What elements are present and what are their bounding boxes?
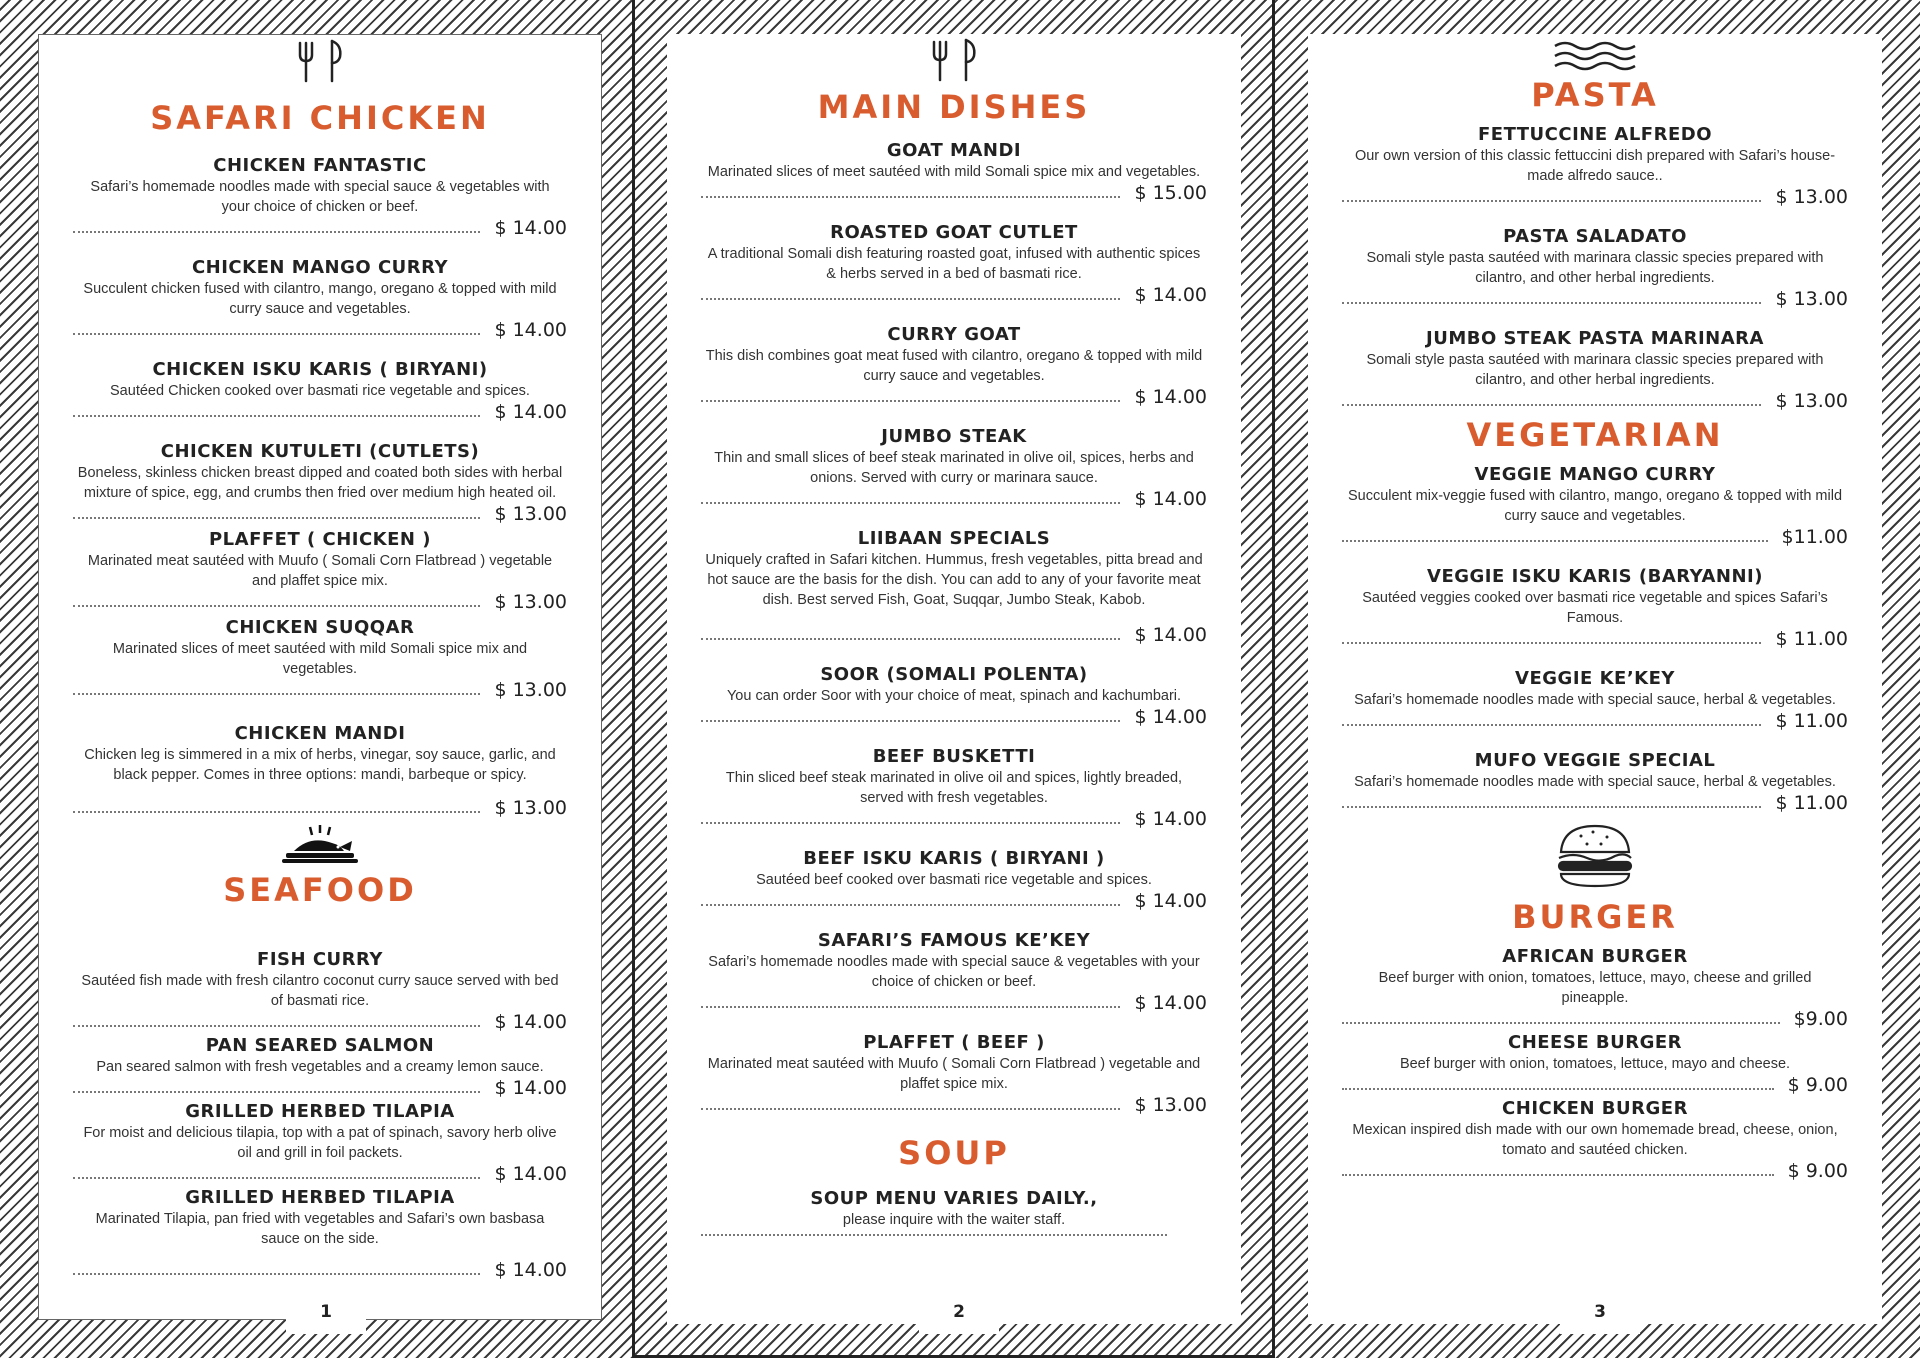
- item-price: $ 14.00: [494, 319, 567, 341]
- item-name: JUMBO STEAK: [881, 426, 1027, 447]
- panel-divider-left: [632, 0, 635, 1358]
- menu-item: [73, 949, 567, 1033]
- page-number-1: 1: [286, 1294, 366, 1334]
- item-price: $ 14.00: [494, 217, 567, 239]
- dot-leader: [73, 517, 480, 519]
- item-name: GRILLED HERBED TILAPIA: [185, 1101, 455, 1122]
- item-name: CHICKEN MANGO CURRY: [191, 257, 449, 278]
- item-price: $ 15.00: [1134, 182, 1207, 204]
- item-price: $11.00: [1781, 526, 1848, 548]
- fork-knife-icon: [701, 38, 1207, 84]
- dot-leader: [701, 298, 1120, 300]
- dot-leader: [1342, 806, 1761, 808]
- item-name: CHICKEN MANDI: [234, 723, 406, 744]
- dot-leader: [73, 1091, 480, 1093]
- menu-item: [701, 222, 1207, 306]
- item-description: Uniquely crafted in Safari kitchen. Hummus, fresh vegetables, pitta bread and hot sauce are the basis for the dish. You can add to any of your favorite meat dish. Best served Fish, Goat, Suqqar, Jumbo Steak, Kabob.: [705, 552, 1203, 608]
- dot-leader: [701, 638, 1120, 640]
- item-price: $ 14.00: [1134, 890, 1207, 912]
- item-price: $ 13.00: [1134, 1094, 1207, 1116]
- item-description: Boneless, skinless chicken breast dipped and coated both sides with herbal mixture of spice, egg, and crumbs then fried over medium high heated oil.: [77, 465, 563, 501]
- item-description: Succulent mix-veggie fused with cilantro, mango, oregano & topped with mild curry sauce and vegetables.: [1347, 488, 1843, 524]
- item-price: $ 14.00: [1134, 284, 1207, 306]
- item-price: $ 11.00: [1775, 710, 1848, 732]
- item-name: GOAT MANDI: [886, 140, 1022, 161]
- item-description: Marinated meat sautéed with Muufo ( Somali Corn Flatbread ) vegetable and plaffet spice mix.: [87, 553, 553, 589]
- item-description: Safari’s homemade noodles made with special sauce, herbal & vegetables.: [1354, 692, 1836, 708]
- item-name: PLAFFET ( CHICKEN ): [208, 529, 431, 550]
- item-price: $ 9.00: [1787, 1074, 1848, 1096]
- item-name: CHICKEN FANTASTIC: [213, 155, 427, 176]
- dot-leader: [1342, 642, 1761, 644]
- item-price: $ 14.00: [1134, 488, 1207, 510]
- item-price: $ 13.00: [494, 797, 567, 819]
- item-description: Sautéed fish made with fresh cilantro coconut curry sauce served with bed of basmati rice.: [81, 973, 559, 1009]
- item-description: Safari’s homemade noodles made with special sauce, herbal & vegetables.: [1354, 774, 1836, 790]
- menu-item: [701, 930, 1207, 1014]
- dot-leader: [701, 822, 1120, 824]
- page-number-3: 3: [1560, 1294, 1640, 1334]
- menu-item: [73, 257, 567, 341]
- dot-leader: [1342, 1088, 1774, 1090]
- item-price: $ 14.00: [1134, 624, 1207, 646]
- fork-knife-icon: [73, 39, 567, 85]
- item-description: Safari’s homemade noodles made with special sauce & vegetables with your choice of chicken or beef.: [708, 954, 1200, 990]
- item-description: Sautéed Chicken cooked over basmati rice vegetable and spices.: [110, 383, 530, 399]
- item-price: $ 14.00: [1134, 386, 1207, 408]
- menu-item: [701, 140, 1207, 204]
- dot-leader: [73, 811, 480, 813]
- dot-leader: [701, 904, 1120, 906]
- item-description: Somali style pasta sautéed with marinara classic species prepared with cilantro, and other herbal ingredients.: [1366, 352, 1824, 388]
- menu-item: [1342, 1032, 1848, 1096]
- item-price: $ 14.00: [494, 401, 567, 423]
- item-name: LIIBAAN SPECIALS: [857, 528, 1051, 549]
- item-name: CHEESE BURGER: [1507, 1032, 1683, 1053]
- menu-item: [1342, 750, 1848, 814]
- menu-item: [73, 723, 567, 819]
- item-name: ROASTED GOAT CUTLET: [830, 222, 1078, 243]
- menu-item: [73, 359, 567, 423]
- dot-leader: [73, 333, 480, 335]
- dot-leader: [1342, 1022, 1780, 1024]
- menu-item: [701, 1188, 1207, 1242]
- item-name: GRILLED HERBED TILAPIA: [185, 1187, 455, 1208]
- item-description: Marinated Tilapia, pan fried with vegetables and Safari’s own basbasa sauce on the side.: [95, 1211, 545, 1247]
- item-name: CHICKEN ISKU KARIS ( BIRYANI): [152, 359, 488, 380]
- item-description: Sautéed veggies cooked over basmati rice vegetable and spices Safari’s Famous.: [1362, 590, 1828, 626]
- menu-page-3: [1308, 34, 1882, 1324]
- panel-divider-right: [1272, 0, 1275, 1358]
- menu-page-2: [667, 34, 1241, 1324]
- menu-item: [1342, 226, 1848, 310]
- item-price: $9.00: [1793, 1008, 1848, 1030]
- item-description: Chicken leg is simmered in a mix of herbs, vinegar, soy sauce, garlic, and black pepper. Comes in three options: mandi, barbeque or spicy.: [84, 747, 556, 783]
- item-description: please inquire with the waiter staff.: [842, 1212, 1066, 1228]
- dot-leader: [1342, 200, 1761, 202]
- menu-item: [701, 664, 1207, 728]
- item-description: You can order Soor with your choice of meat, spinach and kachumbari.: [726, 688, 1182, 704]
- item-price: $ 14.00: [1134, 808, 1207, 830]
- dot-leader: [73, 693, 480, 695]
- section-title-soup: SOUP: [898, 1134, 1010, 1172]
- item-name: CHICKEN SUQQAR: [225, 617, 415, 638]
- menu-item: [73, 617, 567, 701]
- dot-leader: [73, 1273, 480, 1275]
- item-name: FISH CURRY: [257, 949, 383, 970]
- dot-leader: [701, 400, 1120, 402]
- item-description: Safari’s homemade noodles made with special sauce & vegetables with your choice of chicken or beef.: [90, 179, 550, 215]
- menu-item: [73, 1101, 567, 1185]
- item-name: VEGGIE MANGO CURRY: [1474, 464, 1716, 485]
- section-title-main-dishes: MAIN DISHES: [817, 88, 1091, 126]
- item-name: SOOR (SOMALI POLENTA): [820, 664, 1088, 685]
- item-name: BEEF BUSKETTI: [872, 746, 1036, 767]
- menu-item: [73, 155, 567, 239]
- menu-item: [1342, 464, 1848, 548]
- item-description: Thin and small slices of beef steak marinated in olive oil, spices, herbs and onions. Served with curry or marinara sauce.: [714, 450, 1194, 486]
- item-price: $ 11.00: [1775, 628, 1848, 650]
- item-name: PLAFFET ( BEEF ): [863, 1032, 1045, 1053]
- item-name: SAFARI’S FAMOUS KE’KEY: [817, 930, 1091, 951]
- dot-leader: [701, 196, 1120, 198]
- item-name: FETTUCCINE ALFREDO: [1477, 124, 1713, 145]
- item-price: $ 13.00: [494, 503, 567, 525]
- item-description: Somali style pasta sautéed with marinara classic species prepared with cilantro, and other herbal ingredients.: [1366, 250, 1824, 286]
- item-name: VEGGIE ISKU KARIS (BARYANNI): [1427, 566, 1763, 587]
- section-title-vegetarian: VEGETARIAN: [1466, 416, 1724, 454]
- item-price: $ 14.00: [1134, 992, 1207, 1014]
- item-name: BEEF ISKU KARIS ( BIRYANI ): [803, 848, 1105, 869]
- menu-item: [701, 848, 1207, 912]
- item-name: CURRY GOAT: [887, 324, 1021, 345]
- menu-item: [701, 528, 1207, 646]
- menu-item: [1342, 946, 1848, 1030]
- item-price: $ 9.00: [1787, 1160, 1848, 1182]
- item-description: Our own version of this classic fettuccini dish prepared with Safari’s house- made alfredo sauce..: [1354, 148, 1836, 184]
- section-title-safari-chicken: SAFARI CHICKEN: [150, 99, 490, 137]
- item-price: $ 14.00: [494, 1011, 567, 1033]
- item-name: AFRICAN BURGER: [1502, 946, 1688, 967]
- menu-item: [1342, 1098, 1848, 1182]
- menu-item: [701, 324, 1207, 408]
- item-price: $ 11.00: [1775, 792, 1848, 814]
- menu-item: [1342, 566, 1848, 650]
- fish-dish-icon: [73, 823, 567, 869]
- section-title-pasta: PASTA: [1531, 76, 1659, 114]
- menu-item: [1342, 328, 1848, 412]
- item-price: $ 13.00: [1775, 390, 1848, 412]
- dot-leader: [73, 231, 480, 233]
- menu-item: [701, 746, 1207, 830]
- menu-item: [73, 1035, 567, 1099]
- item-description: Sautéed beef cooked over basmati rice vegetable and spices.: [756, 872, 1152, 888]
- item-price: $ 14.00: [494, 1077, 567, 1099]
- dot-leader: [73, 1177, 480, 1179]
- item-description: Thin sliced beef steak marinated in olive oil and spices, lightly breaded, served with fresh vegetables.: [725, 770, 1183, 806]
- menu-item: [73, 529, 567, 613]
- item-description: Beef burger with onion, tomatoes, lettuce, mayo, cheese and grilled pineapple.: [1378, 970, 1812, 1006]
- item-description: A traditional Somali dish featuring roasted goat, infused with authentic spices & herbs served in a bed of basmati rice.: [707, 246, 1201, 282]
- item-name: MUFO VEGGIE SPECIAL: [1474, 750, 1716, 771]
- item-price: $ 13.00: [494, 591, 567, 613]
- dot-leader: [701, 720, 1120, 722]
- item-name: CHICKEN KUTULETI (CUTLETS): [160, 441, 480, 462]
- waves-icon: [1342, 38, 1848, 76]
- item-description: Mexican inspired dish made with our own homemade bread, cheese, onion, tomato and sautéed chicken.: [1352, 1122, 1838, 1158]
- section-title-seafood: SEAFOOD: [223, 871, 417, 909]
- item-description: Beef burger with onion, tomatoes, lettuce, mayo and cheese.: [1399, 1056, 1791, 1072]
- item-price: $ 14.00: [494, 1259, 567, 1281]
- dot-leader: [1342, 724, 1761, 726]
- item-description: Succulent chicken fused with cilantro, mango, oregano & topped with mild curry sauce and vegetables.: [83, 281, 557, 317]
- item-description: Pan seared salmon with fresh vegetables and a creamy lemon sauce.: [96, 1059, 544, 1075]
- dot-leader: [1342, 540, 1768, 542]
- dot-leader: [701, 1006, 1120, 1008]
- menu-item: [73, 1187, 567, 1281]
- dot-leader: [701, 1108, 1120, 1110]
- dot-leader: [701, 502, 1120, 504]
- menu-item: [701, 1032, 1207, 1116]
- item-price: $ 14.00: [494, 1163, 567, 1185]
- item-name: PASTA SALADATO: [1503, 226, 1687, 247]
- section-title-burger: BURGER: [1512, 898, 1678, 936]
- dot-leader: [1342, 302, 1761, 304]
- item-description: Marinated slices of meet sautéed with mild Somali spice mix and vegetables.: [112, 641, 528, 677]
- dot-leader: [73, 415, 480, 417]
- page-number-2: 2: [919, 1294, 999, 1334]
- item-description: For moist and delicious tilapia, top with a pat of spinach, savory herb olive oil and grill in foil packets.: [83, 1125, 557, 1161]
- item-description: This dish combines goat meat fused with cilantro, oregano & topped with mild curry sauce and vegetables.: [705, 348, 1203, 384]
- item-price: $ 13.00: [494, 679, 567, 701]
- burger-icon: [1342, 822, 1848, 892]
- menu-item: [1342, 668, 1848, 732]
- menu-page-1: [38, 34, 602, 1320]
- menu-item: [1342, 124, 1848, 208]
- item-price: $ 13.00: [1775, 288, 1848, 310]
- dot-leader: [73, 605, 480, 607]
- item-name: PAN SEARED SALMON: [205, 1035, 435, 1056]
- dot-leader: [73, 1025, 480, 1027]
- dot-leader: [1342, 404, 1761, 406]
- dot-leader: [1342, 1174, 1774, 1176]
- item-description: Marinated slices of meet sautéed with mild Somali spice mix and vegetables.: [707, 164, 1201, 180]
- item-name: JUMBO STEAK PASTA MARINARA: [1426, 328, 1764, 349]
- menu-item: [73, 441, 567, 525]
- menu-item: [701, 426, 1207, 510]
- item-name: VEGGIE KE’KEY: [1515, 668, 1675, 689]
- dot-leader: [701, 1234, 1167, 1236]
- item-description: Marinated meat sautéed with Muufo ( Somali Corn Flatbread ) vegetable and plaffet spice mix.: [707, 1056, 1201, 1092]
- item-name: CHICKEN BURGER: [1502, 1098, 1688, 1119]
- item-price: $ 14.00: [1134, 706, 1207, 728]
- item-name: SOUP MENU VARIES DAILY.,: [810, 1188, 1098, 1209]
- item-price: $ 13.00: [1775, 186, 1848, 208]
